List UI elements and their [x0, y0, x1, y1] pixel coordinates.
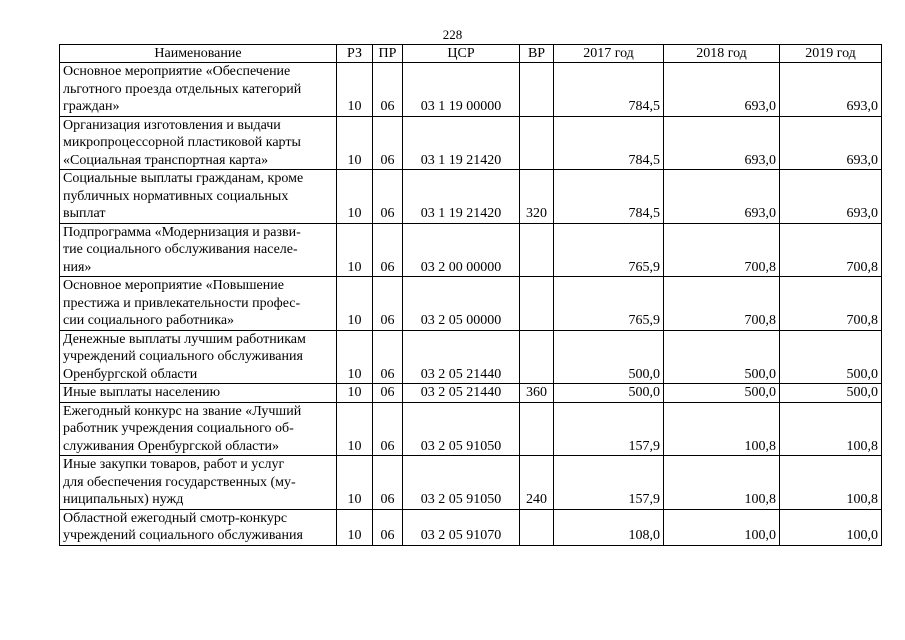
cell-pr: 06: [373, 330, 403, 384]
cell-pr: 06: [373, 63, 403, 117]
cell-vr: 240: [520, 456, 554, 510]
row-name-line: микропроцессорной пластиковой карты: [63, 135, 301, 150]
row-name-line: Социальные выплаты гражданам, кроме: [63, 171, 304, 186]
cell-csr: 03 2 00 00000: [403, 223, 520, 277]
table-row: [60, 170, 882, 224]
cell-2018: 500,0: [664, 330, 780, 384]
cell-2019: 693,0: [780, 170, 882, 224]
cell-2017: 765,9: [554, 277, 664, 331]
cell-2018: 500,0: [664, 384, 780, 403]
cell-vr: [520, 330, 554, 384]
cell-csr: 03 1 19 21420: [403, 116, 520, 170]
row-name-line: Ежегодный конкурс на звание «Лучший: [63, 403, 302, 419]
cell-2017: 108,0: [554, 509, 664, 545]
row-name-line: учреждений социального обслуживания: [63, 528, 303, 543]
header-2017: 2017 год: [554, 45, 664, 63]
cell-csr: 03 2 05 91050: [403, 456, 520, 510]
cell-vr: 320: [520, 170, 554, 224]
header-vr: ВР: [520, 45, 554, 63]
table-row: [60, 116, 882, 170]
cell-2017: 784,5: [554, 170, 664, 224]
table-row: [60, 456, 882, 510]
row-name-line: Подпрограмма «Модернизация и разви-: [63, 224, 301, 240]
cell-csr: 03 2 05 21440: [403, 384, 520, 403]
cell-2019: 693,0: [780, 116, 882, 170]
cell-vr: [520, 223, 554, 277]
cell-2019: 100,0: [780, 509, 882, 545]
row-name-line: ния»: [63, 259, 92, 275]
cell-2018: 693,0: [664, 63, 780, 117]
row-name: [60, 170, 337, 224]
cell-2018: 700,8: [664, 223, 780, 277]
row-name: [60, 509, 337, 545]
header-pr: ПР: [373, 45, 403, 63]
cell-rz: 10: [337, 509, 373, 545]
row-name-line: ниципальных) нужд: [63, 492, 184, 507]
row-name-line: Организация изготовления и выдачи: [63, 117, 281, 133]
cell-pr: 06: [373, 116, 403, 170]
cell-rz: 10: [337, 456, 373, 510]
row-name-line: работник учреждения социального об-: [63, 421, 294, 436]
cell-2019: 100,8: [780, 402, 882, 456]
table-header-row: [60, 45, 882, 63]
row-name-line: Областной ежегодный смотр-конкурс: [63, 510, 288, 526]
cell-rz: 10: [337, 223, 373, 277]
budget-table: [59, 44, 882, 546]
header-name: Наименование: [60, 45, 337, 63]
row-name-line: «Социальная транспортная карта»: [63, 152, 269, 168]
cell-csr: 03 2 05 00000: [403, 277, 520, 331]
page-number: 228: [442, 27, 463, 42]
cell-2019: 500,0: [780, 330, 882, 384]
row-name-line: Основное мероприятие «Обеспечение: [63, 64, 291, 79]
row-name-line: сии социального работника»: [63, 313, 235, 328]
row-name-line: тие социального обслуживания населе-: [63, 242, 298, 257]
row-name-line: учреждений социального обслуживания: [63, 349, 303, 364]
row-name: [60, 116, 337, 170]
cell-pr: 06: [373, 456, 403, 510]
cell-2017: 157,9: [554, 456, 664, 510]
table-body: [60, 63, 882, 546]
cell-2018: 693,0: [664, 116, 780, 170]
cell-csr: 03 1 19 00000: [403, 63, 520, 117]
table-row: [60, 509, 882, 545]
cell-2019: 700,8: [780, 223, 882, 277]
header-2019: 2019 год: [780, 45, 882, 63]
cell-csr: 03 2 05 91050: [403, 402, 520, 456]
table-row: [60, 277, 882, 331]
cell-2018: 693,0: [664, 170, 780, 224]
cell-vr: [520, 116, 554, 170]
header-csr: ЦСР: [403, 45, 520, 63]
cell-2018: 100,8: [664, 456, 780, 510]
row-name-line: престижа и привлекательности профес-: [63, 295, 301, 311]
cell-pr: 06: [373, 277, 403, 331]
row-name: [60, 384, 337, 403]
cell-pr: 06: [373, 402, 403, 456]
row-name-line: граждан»: [63, 99, 120, 114]
cell-2017: 784,5: [554, 63, 664, 117]
cell-rz: 10: [337, 384, 373, 403]
row-name-line: Денежные выплаты лучшим работникам: [63, 331, 306, 347]
cell-rz: 10: [337, 277, 373, 331]
row-name: [60, 456, 337, 510]
cell-2018: 100,0: [664, 509, 780, 545]
row-name-line: Иные закупки товаров, работ и услуг: [63, 457, 285, 472]
cell-rz: 10: [337, 330, 373, 384]
table-row: [60, 330, 882, 384]
cell-rz: 10: [337, 116, 373, 170]
table-row: [60, 223, 882, 277]
row-name: [60, 63, 337, 117]
row-name: [60, 277, 337, 331]
cell-pr: 06: [373, 509, 403, 545]
cell-vr: 360: [520, 384, 554, 403]
cell-2017: 157,9: [554, 402, 664, 456]
cell-2018: 100,8: [664, 402, 780, 456]
row-name: [60, 330, 337, 384]
cell-2018: 700,8: [664, 277, 780, 331]
cell-rz: 10: [337, 170, 373, 224]
cell-2019: 700,8: [780, 277, 882, 331]
cell-csr: 03 2 05 21440: [403, 330, 520, 384]
cell-2019: 693,0: [780, 63, 882, 117]
cell-2017: 500,0: [554, 330, 664, 384]
row-name-line: для обеспечения государственных (му-: [63, 474, 296, 490]
header-2018: 2018 год: [664, 45, 780, 63]
row-name-line: выплат: [63, 206, 106, 221]
header-rz: РЗ: [337, 45, 373, 63]
row-name-line: Оренбургской области: [63, 366, 198, 382]
cell-pr: 06: [373, 223, 403, 277]
row-name-line: Основное мероприятие «Повышение: [63, 278, 284, 293]
cell-vr: [520, 63, 554, 117]
table-row: [60, 384, 882, 403]
cell-pr: 06: [373, 170, 403, 224]
row-name-line: служивания Оренбургской области»: [63, 438, 279, 454]
cell-2017: 500,0: [554, 384, 664, 403]
table-row: [60, 63, 882, 117]
cell-2019: 100,8: [780, 456, 882, 510]
cell-vr: [520, 277, 554, 331]
table-row: [60, 402, 882, 456]
row-name: [60, 402, 337, 456]
cell-2017: 784,5: [554, 116, 664, 170]
cell-rz: 10: [337, 402, 373, 456]
cell-rz: 10: [337, 63, 373, 117]
cell-2019: 500,0: [780, 384, 882, 403]
row-name-line: льготного проезда отдельных категорий: [63, 81, 302, 97]
cell-vr: [520, 509, 554, 545]
row-name-line: публичных нормативных социальных: [63, 188, 289, 204]
cell-csr: 03 2 05 91070: [403, 509, 520, 545]
row-name-line: Иные выплаты населению: [63, 385, 221, 400]
cell-pr: 06: [373, 384, 403, 403]
cell-vr: [520, 402, 554, 456]
row-name: [60, 223, 337, 277]
cell-csr: 03 1 19 21420: [403, 170, 520, 224]
cell-2017: 765,9: [554, 223, 664, 277]
